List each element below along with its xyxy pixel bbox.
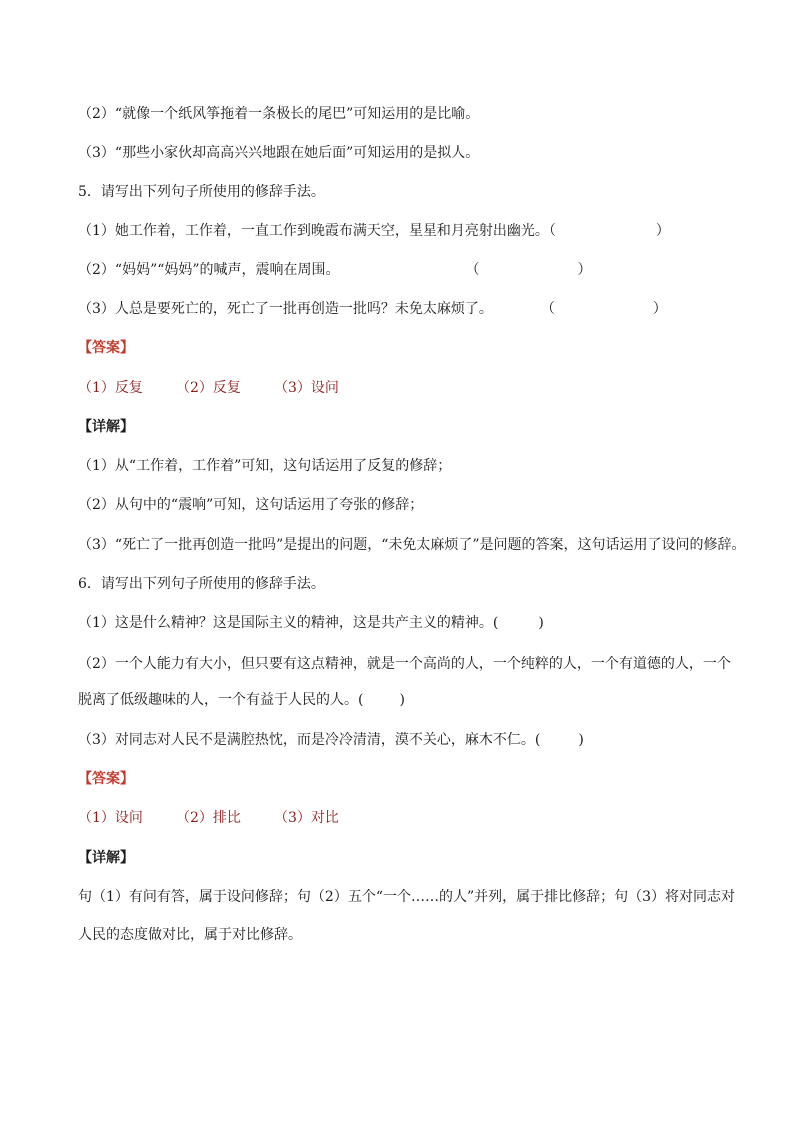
q5-item-3 xyxy=(78,299,734,319)
q5-detail-3: （3）“死亡了一批再创造一批吗”是提出的问题，“未免太麻烦了”是问题的答案，这句话运用了设问的修辞。 xyxy=(78,537,746,553)
q5-answer-3: （3）设问 xyxy=(274,380,339,396)
q5-open-paren-2: （ xyxy=(465,262,480,278)
q5-open-paren-3: （ xyxy=(540,301,555,317)
q5-close-paren-3: ） xyxy=(652,301,667,317)
q6-answer-label: 【答案】 xyxy=(78,771,134,787)
q5-answer-2: （2）反复 xyxy=(176,380,241,396)
q5-item-1 xyxy=(78,221,734,241)
q6-detail-line-2: 人民的态度做对比，属于对比修辞。 xyxy=(78,927,302,943)
q5-answer-label: 【答案】 xyxy=(78,340,134,356)
q6-item-2-text: 脱离了低级趣味的人，一个有益于人民的人。( xyxy=(78,692,364,708)
q6-title: 6．请写出下列句子所使用的修辞手法。 xyxy=(78,576,325,592)
q6-item-3-text: （3）对同志对人民不是满腔热忱，而是冷冷清清，漠不关心，麻木不仁。( xyxy=(78,732,541,748)
q5-answers xyxy=(78,378,734,398)
q6-item-2-line-1: （2）一个人能力有大小，但只要有这点精神，就是一个高尚的人，一个纯粹的人，一个有道德的人，一个 xyxy=(78,656,731,672)
q5-detail-1: （1）从“工作着，工作着”可知，这句话运用了反复的修辞； xyxy=(78,458,452,474)
q6-answer-2: （2）排比 xyxy=(176,810,241,826)
q5-close-paren-2: ） xyxy=(577,262,592,278)
q6-item-1 xyxy=(78,613,734,633)
q6-item-2-line-2 xyxy=(78,690,734,710)
q5-item-2-text: （2）“妈妈”“妈妈”的喊声，震响在周围。 xyxy=(78,262,340,278)
q6-item-1-text: （1）这是什么精神？这是国际主义的精神，这是共产主义的精神。( xyxy=(78,615,499,631)
q4-item-2: （2）“就像一个纸风筝拖着一条极长的尾巴”可知运用的是比喻。 xyxy=(78,106,480,122)
q6-close-paren-3: ) xyxy=(578,732,584,748)
q5-detail-2: （2）从句中的“震响”可知，这句话运用了夸张的修辞； xyxy=(78,497,424,513)
q5-title: 5．请写出下列句子所使用的修辞手法。 xyxy=(78,184,325,200)
q5-close-paren-1: ） xyxy=(655,223,670,239)
q6-answers xyxy=(78,808,734,828)
q5-item-2 xyxy=(78,260,734,280)
q5-item-3-text: （3）人总是要死亡的，死亡了一批再创造一批吗？未免太麻烦了。 xyxy=(78,301,493,317)
q6-close-paren-2: ) xyxy=(399,692,405,708)
q6-detail-line-1: 句（1）有问有答，属于设问修辞；句（2）五个“一个……的人”并列，属于排比修辞；句（3）将对同志对 xyxy=(78,889,736,905)
q5-item-1-text: （1）她工作着，工作着，一直工作到晚霞布满天空，星星和月亮射出幽光。（ xyxy=(78,223,556,239)
q6-item-3 xyxy=(78,730,734,750)
q6-detail-label: 【详解】 xyxy=(78,850,134,866)
q5-answer-1: （1）反复 xyxy=(78,380,143,396)
q5-detail-label: 【详解】 xyxy=(78,419,134,435)
q6-close-paren-1: ) xyxy=(538,615,544,631)
q4-item-3: （3）“那些小家伙却高高兴兴地跟在她后面”可知运用的是拟人。 xyxy=(78,145,480,161)
q6-answer-3: （3）对比 xyxy=(274,810,339,826)
q6-answer-1: （1）设问 xyxy=(78,810,143,826)
